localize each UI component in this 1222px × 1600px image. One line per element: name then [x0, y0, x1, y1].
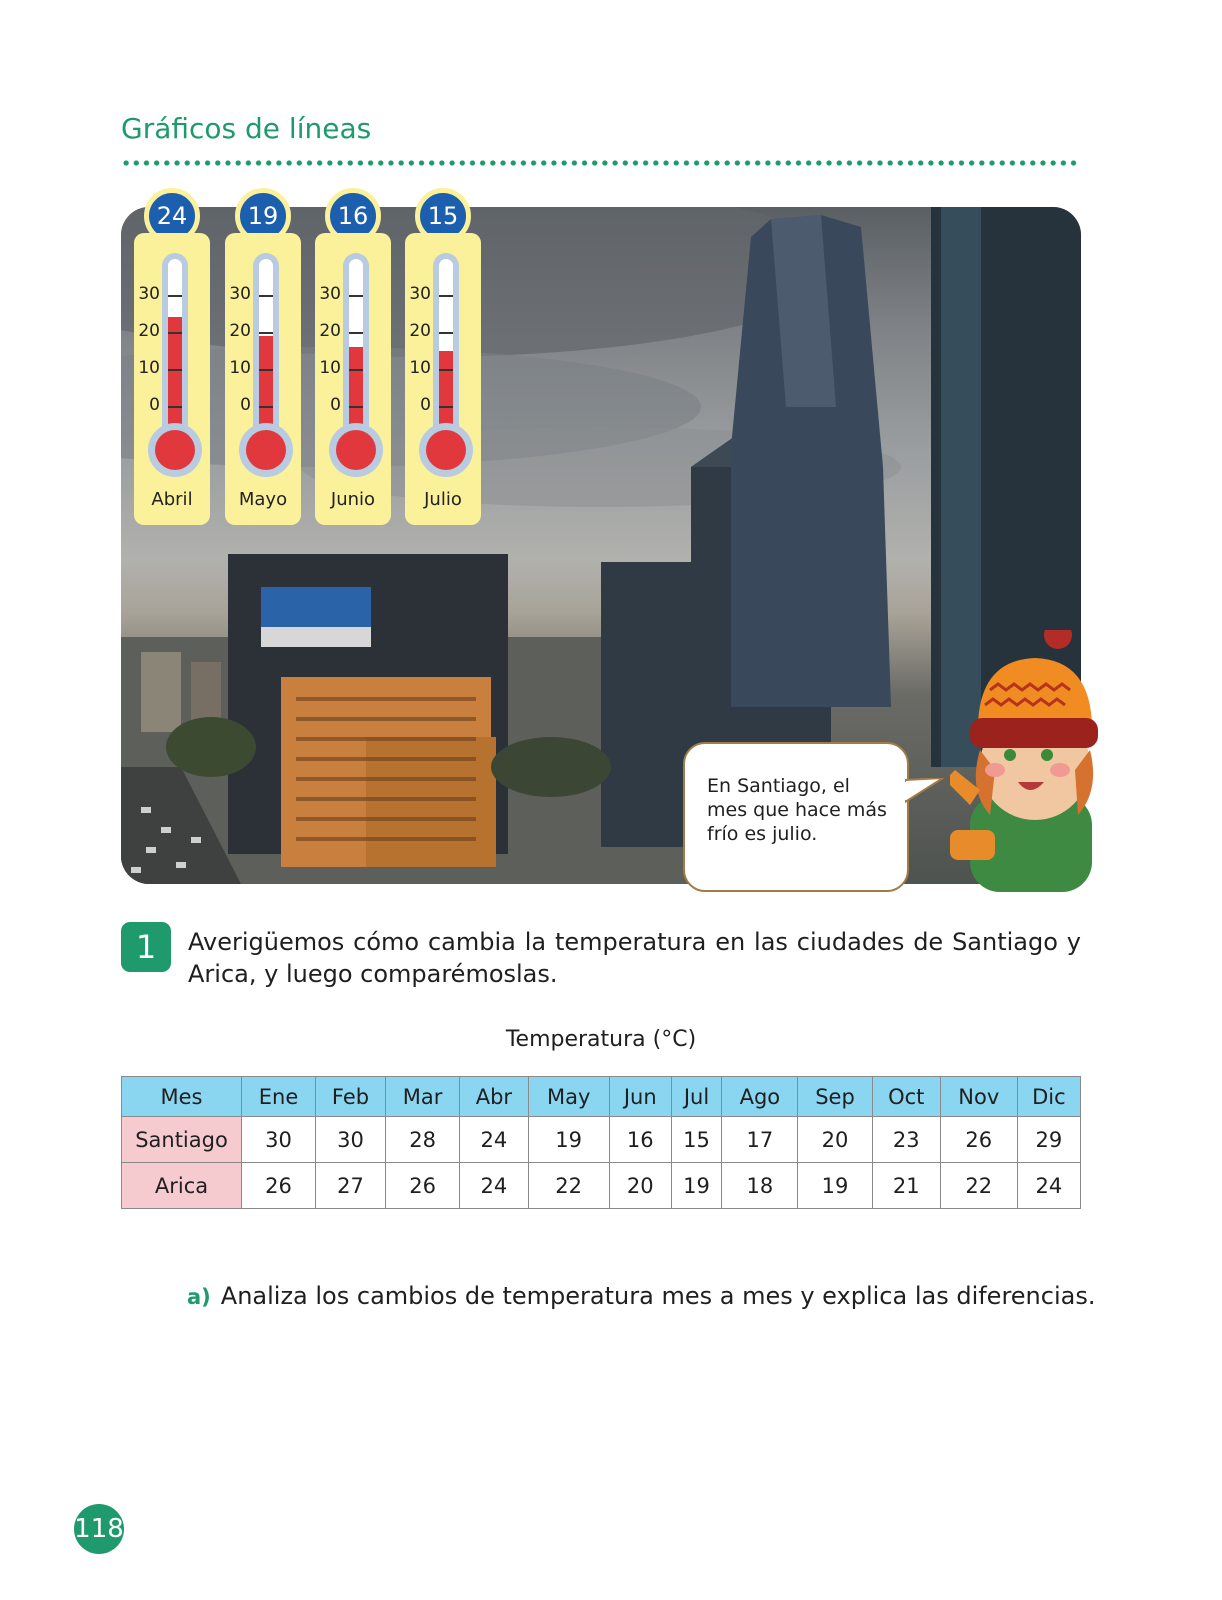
thermometer-tick	[349, 406, 363, 408]
thermometer-tick-label: 30	[229, 284, 251, 304]
table-title: Temperatura (°C)	[505, 1027, 697, 1052]
table-cell: 27	[316, 1163, 386, 1209]
thermometer-month-label: Julio	[424, 489, 462, 510]
thermometer-bulb	[329, 423, 383, 477]
thermometer-tube	[162, 253, 188, 443]
thermometer-month-label: Mayo	[238, 489, 288, 510]
table-cell: 19	[528, 1117, 609, 1163]
thermometer-tick-label: 20	[319, 321, 341, 341]
thermometer-bulb-mercury	[336, 430, 376, 470]
table-cell: 17	[722, 1117, 798, 1163]
question-number: 1	[121, 922, 171, 972]
table-cell: 15	[671, 1117, 722, 1163]
thermometer-tick	[168, 332, 182, 334]
header-cell: Abr	[460, 1077, 528, 1117]
thermometer-bulb	[239, 423, 293, 477]
thermometer-bulb-mercury	[426, 430, 466, 470]
thermometer-tick	[439, 295, 453, 297]
thermometer-tick	[259, 332, 273, 334]
thermometer-tube	[433, 253, 459, 443]
sub-question-letter: a)	[187, 1285, 211, 1309]
thermometer-tube-inner	[168, 259, 182, 439]
table-cell: 19	[671, 1163, 722, 1209]
header-cell: Jun	[609, 1077, 671, 1117]
header-cell: Feb	[316, 1077, 386, 1117]
header-cell: Ago	[722, 1077, 798, 1117]
pointing-glove	[950, 770, 980, 805]
thermometer-tick	[168, 295, 182, 297]
table-row-arica	[122, 1163, 1081, 1209]
table-cell: 16	[609, 1117, 671, 1163]
thermometer-tube-inner	[259, 259, 273, 439]
thermometer-tube	[253, 253, 279, 443]
table-cell: 29	[1017, 1117, 1080, 1163]
beanie-pompom	[1044, 630, 1072, 649]
thermometer-bulb-mercury	[246, 430, 286, 470]
thermometer-mercury	[168, 317, 182, 439]
thermometer-tick-label: 0	[420, 395, 431, 415]
thermometer-tick-label: 20	[138, 321, 160, 341]
temperature-table	[121, 1076, 1081, 1209]
table-row-santiago	[122, 1117, 1081, 1163]
sub-question-text: Analiza los cambios de temperatura mes a mes y explica las diferencias.	[220, 1282, 1096, 1310]
thermometer-tick-label: 30	[409, 284, 431, 304]
thermometer-value-badge: 16	[325, 188, 381, 244]
table-cell: 22	[528, 1163, 609, 1209]
table-cell: 19	[798, 1163, 872, 1209]
thermometer-tick-label: 0	[330, 395, 341, 415]
header-cell: May	[528, 1077, 609, 1117]
thermometer-bulb	[419, 423, 473, 477]
row-header: Santiago	[122, 1117, 242, 1163]
table-cell: 30	[316, 1117, 386, 1163]
thermometer-bulb-mercury	[155, 430, 195, 470]
table-cell: 26	[242, 1163, 316, 1209]
thermometer-tick-label: 20	[409, 321, 431, 341]
row-header: Arica	[122, 1163, 242, 1209]
thermometer-tick-label: 10	[138, 358, 160, 378]
thermometer-tube-inner	[439, 259, 453, 439]
thermometer-tick-label: 0	[149, 395, 160, 415]
section-title: Gráficos de líneas	[121, 112, 372, 145]
header-cell: Nov	[940, 1077, 1017, 1117]
speech-bubble-text: En Santiago, el mes que hace más frío es julio.	[707, 775, 887, 845]
thermometer-tick-label: 0	[240, 395, 251, 415]
thermometer-tick	[439, 406, 453, 408]
thermometer-tick-label: 10	[409, 358, 431, 378]
table-cell: 20	[798, 1117, 872, 1163]
thermometer-card	[405, 233, 481, 525]
table-cell: 26	[385, 1163, 459, 1209]
thermometer-card	[225, 233, 301, 525]
thermometer-month-label: Junio	[330, 489, 376, 510]
header-cell: Ene	[242, 1077, 316, 1117]
thermometer-tick	[349, 369, 363, 371]
question-text: Averigüemos cómo cambia la temperatura en las ciudades de Santiago y Arica, y luego comparémoslas.	[188, 928, 1081, 988]
thermometer-tube-inner	[349, 259, 363, 439]
thermometer-tube	[343, 253, 369, 443]
thermometer-tick	[259, 295, 273, 297]
table-cell: 28	[385, 1117, 459, 1163]
thermometer-card	[134, 233, 210, 525]
table-header-row	[122, 1077, 1081, 1117]
table-cell: 24	[1017, 1163, 1080, 1209]
table-cell: 26	[940, 1117, 1017, 1163]
table-cell: 21	[872, 1163, 940, 1209]
thermometer-card	[315, 233, 391, 525]
beanie	[978, 658, 1092, 725]
thermometer-tick-label: 10	[319, 358, 341, 378]
thermometer-month-label: Abril	[151, 489, 193, 510]
speech-bubble-tail	[905, 778, 945, 808]
beanie-band	[970, 718, 1098, 748]
thermometer-tick	[168, 406, 182, 408]
header-cell: Mes	[122, 1077, 242, 1117]
thermometer-value-badge: 15	[415, 188, 471, 244]
thermometer-tick	[259, 406, 273, 408]
thermometer-tick-label: 10	[229, 358, 251, 378]
thermometer-tick	[168, 369, 182, 371]
child-illustration	[950, 630, 1100, 892]
thermometer-tick	[439, 369, 453, 371]
thermometer-tick	[439, 332, 453, 334]
table-cell: 30	[242, 1117, 316, 1163]
page-number: 118	[74, 1504, 124, 1554]
speech-bubble	[683, 742, 909, 892]
table-cell: 24	[460, 1117, 528, 1163]
header-cell: Jul	[671, 1077, 722, 1117]
thermometer-tick	[349, 295, 363, 297]
thermometer-tick-label: 30	[319, 284, 341, 304]
table-cell: 23	[872, 1117, 940, 1163]
table-cell: 18	[722, 1163, 798, 1209]
thermometer-value-badge: 19	[235, 188, 291, 244]
thermometer-tick-label: 20	[229, 321, 251, 341]
header-cell: Oct	[872, 1077, 940, 1117]
table-cell: 24	[460, 1163, 528, 1209]
sub-question	[187, 1282, 1095, 1310]
thermometer-tick	[259, 369, 273, 371]
dotted-divider	[121, 160, 1081, 166]
thermometer-value-badge: 24	[144, 188, 200, 244]
table-cell: 20	[609, 1163, 671, 1209]
header-cell: Mar	[385, 1077, 459, 1117]
header-cell: Sep	[798, 1077, 872, 1117]
thermometer-tick	[349, 332, 363, 334]
table-cell: 22	[940, 1163, 1017, 1209]
thermometer-bulb	[148, 423, 202, 477]
thermometer-tick-label: 30	[138, 284, 160, 304]
header-cell: Dic	[1017, 1077, 1080, 1117]
